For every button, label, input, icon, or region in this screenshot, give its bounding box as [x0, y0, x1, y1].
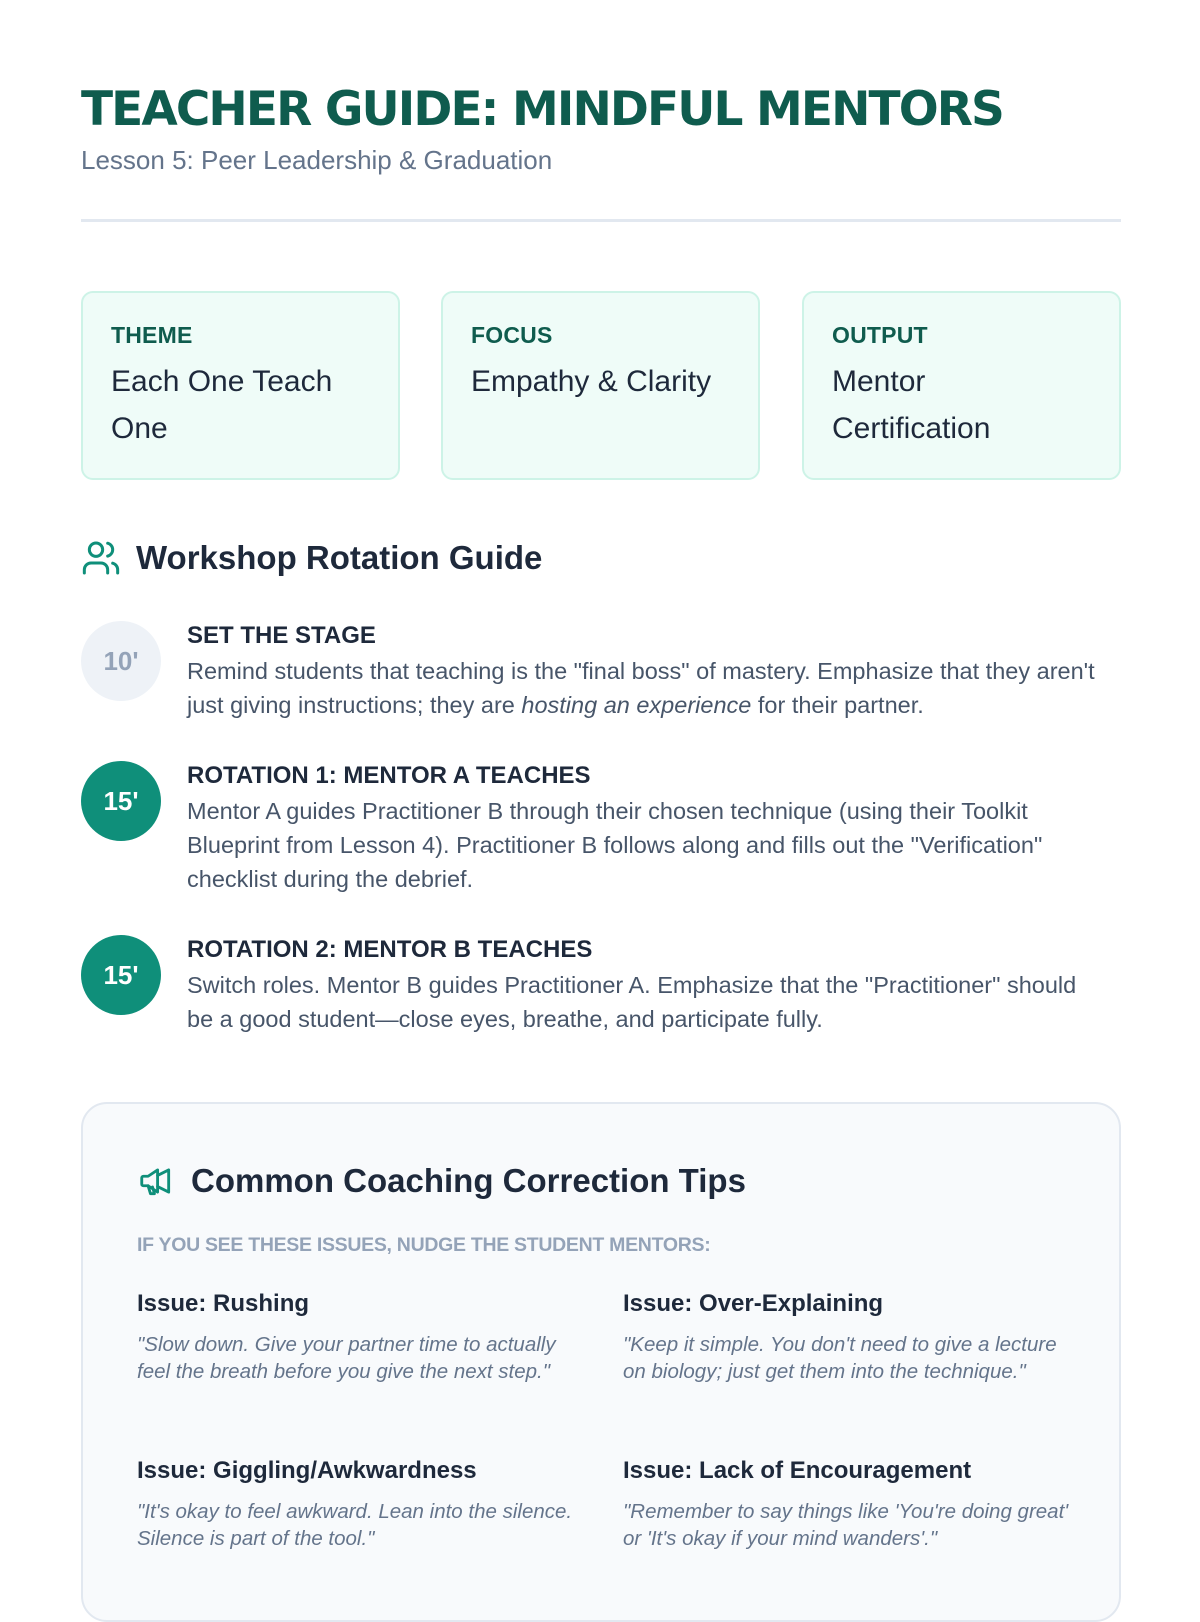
summary-cards	[81, 291, 1121, 480]
tip-issue: Issue: Lack of Encouragement	[623, 1457, 972, 1484]
card-output	[802, 291, 1121, 480]
tip-quote: "Slow down. Give your partner time to actually feel the breath before you give the next step."	[137, 1333, 556, 1383]
step-duration-badge: 15'	[81, 761, 161, 841]
page-title: TEACHER GUIDE: MINDFUL MENTORS	[81, 82, 1003, 137]
card-theme	[81, 291, 400, 480]
workshop-section-header	[81, 537, 542, 579]
coaching-tips-panel	[81, 1102, 1121, 1622]
tip-quote: "It's okay to feel awkward. Lean into the silence. Silence is part of the tool."	[137, 1500, 573, 1550]
megaphone-icon	[137, 1162, 175, 1200]
tips-header	[137, 1161, 746, 1201]
tip-issue: Issue: Over-Explaining	[623, 1290, 884, 1317]
card-label: THEME	[111, 322, 193, 348]
tips-subheading: IF YOU SEE THESE ISSUES, NUDGE THE STUDENT MENTORS:	[137, 1234, 711, 1256]
tip-quote: "Remember to say things like 'You're doing great' or 'It's okay if your mind wanders'."	[623, 1500, 1069, 1550]
step-description: Mentor A guides Practitioner B through their chosen technique (using their Toolkit Blueprint from Lesson 4). Practitioner B follows along and fills out the "Verification" checklist during the debrief.	[187, 798, 1043, 892]
card-label: OUTPUT	[832, 322, 928, 348]
tip-issue: Issue: Rushing	[137, 1290, 310, 1317]
header-divider	[81, 219, 1121, 222]
step-duration-badge: 15'	[81, 935, 161, 1015]
tip-quote: "Keep it simple. You don't need to give a lecture on biology; just get them into the technique."	[623, 1333, 1057, 1383]
page-subtitle: Lesson 5: Peer Leadership & Graduation	[81, 145, 553, 175]
tip-item	[137, 1289, 592, 1385]
card-value: Each One Teach One	[111, 365, 333, 445]
card-focus	[441, 291, 760, 480]
tip-item	[623, 1289, 1078, 1385]
workshop-section-title: Workshop Rotation Guide	[136, 539, 543, 576]
step-description: Remind students that teaching is the "final boss" of mastery. Emphasize that they aren't just giving instructions; they are hosting an experience for their partner.	[187, 658, 1095, 718]
step-title: ROTATION 2: MENTOR B TEACHES	[187, 936, 593, 963]
step-title: SET THE STAGE	[187, 622, 376, 649]
users-icon	[81, 538, 121, 578]
step-description: Switch roles. Mentor B guides Practitioner A. Emphasize that the "Practitioner" should be a good student—close eyes, breathe, and participate fully.	[187, 972, 1077, 1032]
tip-issue: Issue: Giggling/Awkwardness	[137, 1457, 477, 1484]
card-value: Mentor Certification	[832, 365, 991, 445]
card-value: Empathy & Clarity	[471, 365, 712, 398]
card-label: FOCUS	[471, 322, 553, 348]
step-title: ROTATION 1: MENTOR A TEACHES	[187, 762, 591, 789]
tips-title: Common Coaching Correction Tips	[191, 1162, 746, 1199]
step-duration-badge: 10'	[81, 621, 161, 701]
tip-item	[137, 1456, 592, 1552]
tip-item	[623, 1456, 1078, 1552]
